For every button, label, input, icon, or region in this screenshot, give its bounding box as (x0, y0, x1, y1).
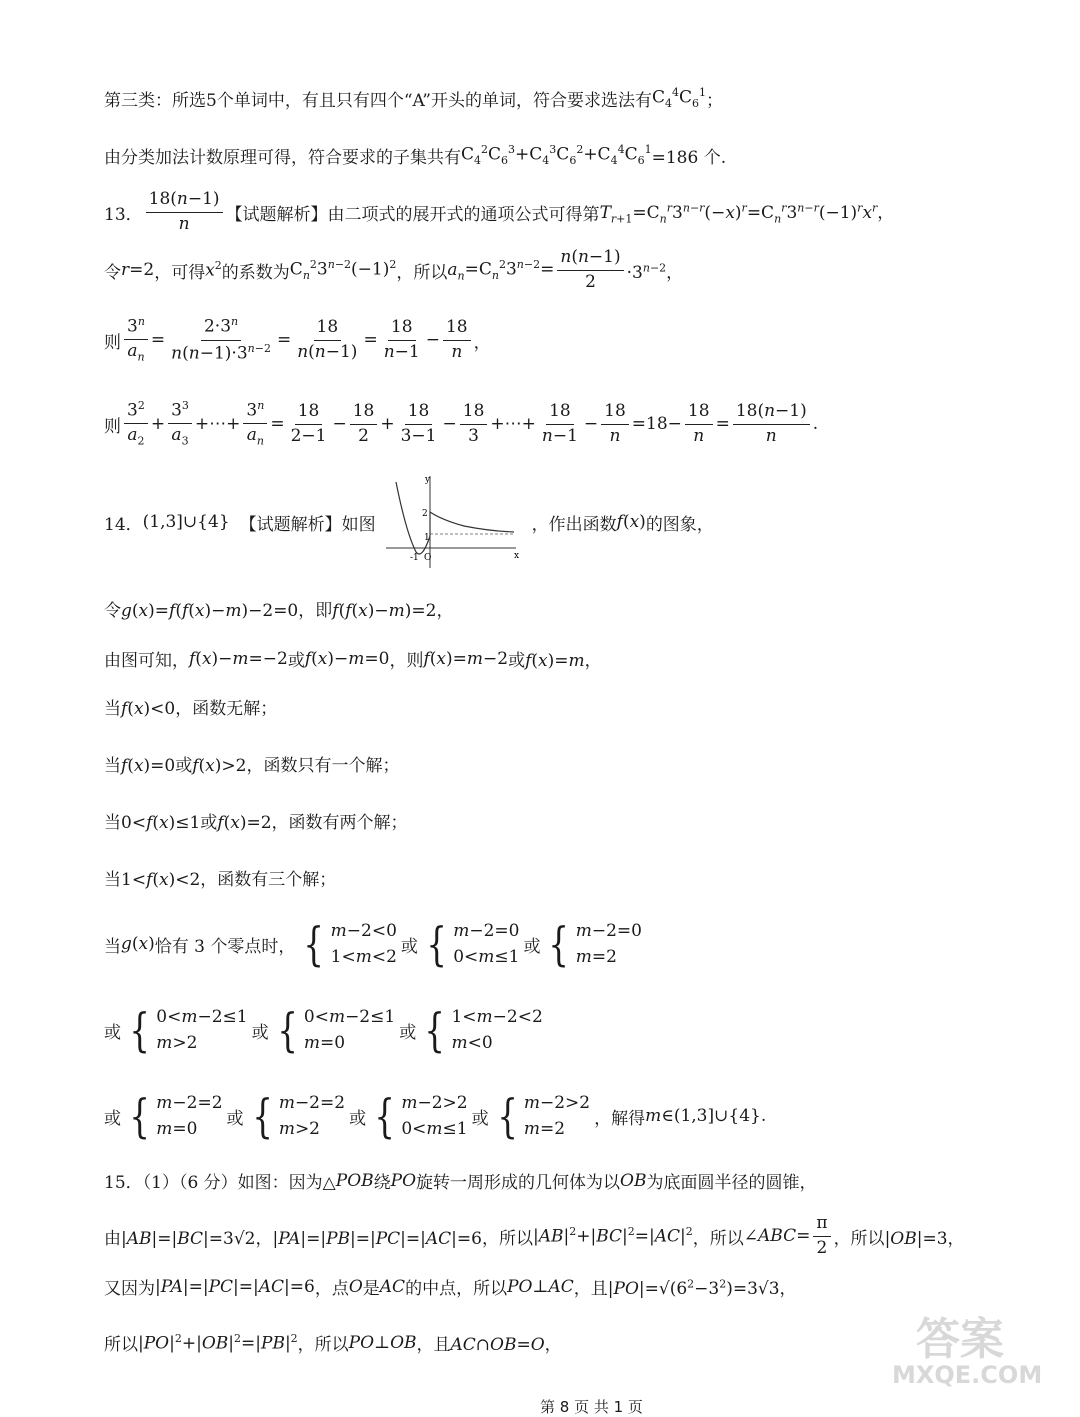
case-2: 当f(x)=0或f(x)>2 ，函数只有一个解； (104, 756, 400, 776)
q15-heading: 15．（1）（6 分）如图：因为△ POB 绕 PO 旋转一周形成的几何体为以 OB 为底面圆半径的圆锥， (104, 1170, 817, 1193)
svg-text:y: y (424, 475, 430, 485)
q13-ratio: 则 $\frac{3^n}{a_n}$ = $\frac{2\cdot 3^n}{n(n-1)\cdot 3^{n-2}}$ = $\frac{18}{n(n-1)}$ = $\frac{18}{n-1}$ − $\frac{18}{n}$ ， (104, 315, 491, 364)
q15-line-3: 又因为 |PA|=|PC|=|AC|=6 ，点 O 是 AC 的中点，所以 PO⊥AC ，且 $|PO|=√(6^2-3^2)=3√3$， (104, 1276, 797, 1299)
q15-line-2: 由 |AB|=|BC|=3√2，|PA|=|PB|=|PC|=|AC|=6 ，所以 $|AB|^2+|BC|^2=|AC|^2$ ，所以 ∠ABC= $\frac{\pi}{2}$ ，所以 |OB|=3， (104, 1213, 965, 1258)
svg-text:2: 2 (421, 509, 428, 519)
svg-text:-1: -1 (409, 553, 419, 563)
q14-heading: 14． (1,3]∪{4} 【试题解析】如图 y x 2 1 -1 O ，作出函数 f(x) 的图象， (104, 472, 714, 572)
case-1: 当f(x)<0 ，函数无解； (104, 699, 278, 719)
line-addition-principle: 由分类加法计数原理可得，符合要求的子集共有 $C_4^2C_6^3+C_4^3C_6^2+C_4^4C_6^1$ =186 个. (104, 143, 727, 168)
right-curve (430, 512, 514, 536)
q14-from-graph: 由图可知， f(x)−m=−2 或 f(x)−m=0 ，则 f(x)=m−2 或 f(x)=m， (104, 648, 602, 671)
svg-text:x: x (513, 551, 519, 561)
q14-g-def: 令g(x)=f(f(x)−m)−2=0 ，即 f(f(x)−m)=2， (104, 601, 454, 621)
svg-text:1: 1 (423, 533, 430, 543)
q13-heading: 13． $\frac{18(n-1)}{n}$ 【试题解析】由二项式的展开式的通项公式可得第 $T_{r+1}=C_n^r3^{n-r}(-x)^r=C_n^r3^{n-r}(-1)^rx^r$， (104, 189, 895, 234)
systems-row-2: 或 { 0<m−2≤1 m>2 或 { 0<m−2≤1 m=0 或 { 1<m−2<2 m<0 (104, 1003, 543, 1058)
q15-line-4: 所以 $|PO|^2+|OB|^2=|PB|^2$ ，所以 PO⊥OB ，且 AC∩OB=O， (104, 1331, 562, 1355)
systems-row-3: 或 { m−2=2 m=0 或 { m−2=2 m>2 或 { m−2>2 0<m≤1 或 { m−2>2 m=2 ，解得 m∈(1,3]∪{4}. (104, 1089, 767, 1144)
function-graph (384, 472, 524, 572)
q13-coefficient: 令 r=2 ，可得 $x^2$ 的系数为 $C_n^23^{n-2}(-1)^2$ ，所以 $a_n=C_n^23^{n-2}=$ $\frac{n(n-1)}{2}$ $\cdot 3^{n-2}$， (104, 247, 684, 292)
svg-text:O: O (423, 553, 432, 563)
case-4: 当1<f(x)<2 ，函数有三个解； (104, 870, 337, 890)
line-category-three: 第三类：所选5个单词中，有且只有四个“A”开头的单词，符合要求选法有 $C_4^4C_6^1$ ； (104, 86, 724, 111)
watermark-logo: 答案 MXQE.COM (892, 1314, 1043, 1389)
q13-sum: 则 $\frac{3^2}{a_2}$ + $\frac{3^3}{a_3}$ +⋯+ $\frac{3^n}{a_n}$ = $\frac{18}{2-1}$ − $\frac{18}{2}$ + $\frac{18}{3-1}$ − $\frac{18}{3}$ +⋯+ $\frac{18}{n-1}$ − $\frac{18}{n}$ =18− $\frac{18}{n}$ = $\frac{18(n-1)}{n}$ . (104, 399, 819, 448)
systems-row-1: 当 g(x) 恰有 3 个零点时， { m−2<0 1<m<2 或 { m−2=0 0<m≤1 或 { m−2=0 m=2 (104, 917, 642, 972)
page-footer: 第 8 页 共 1 页 (540, 1398, 643, 1416)
case-3: 当0<f(x)≤1或f(x)=2 ，函数有两个解； (104, 813, 408, 833)
